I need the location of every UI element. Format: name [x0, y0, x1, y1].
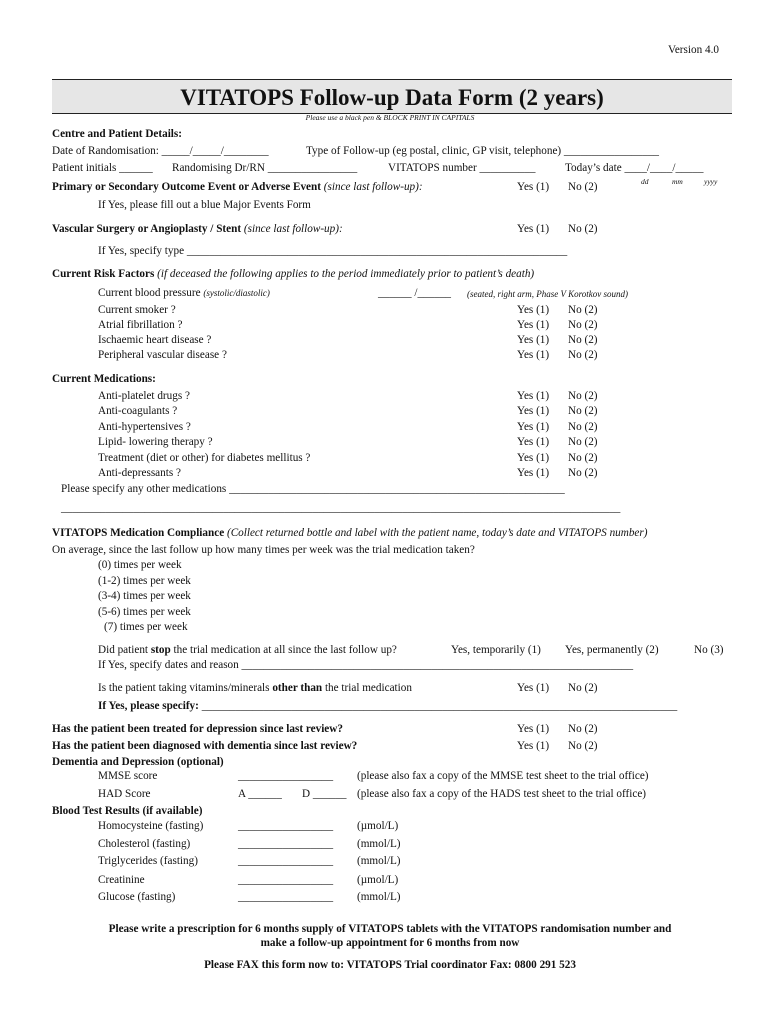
compliance-option-5-6[interactable]: (5-6) times per week — [98, 606, 191, 618]
blood-glucose-field[interactable]: _________________ — [238, 891, 334, 903]
mmse-note: (please also fax a copy of the MMSE test sheet to the trial office) — [357, 770, 649, 782]
blood-homocysteine-field[interactable]: _________________ — [238, 820, 334, 832]
antiplatelet-no-option[interactable]: No (2) — [568, 390, 598, 402]
vitamins-specify-field — [98, 701, 677, 712]
compliance-option-3-4[interactable]: (3-4) times per week — [98, 590, 191, 602]
vascular-label — [52, 224, 343, 235]
version-label: Version 4.0 — [668, 44, 719, 56]
primary-event-text: Primary or Secondary Outcome Event or Adverse Event — [52, 181, 321, 193]
medications-heading: Current Medications: — [52, 373, 156, 385]
smoker-yes-option[interactable]: Yes (1) — [517, 304, 550, 316]
blood-homocysteine-unit: (µmol/L) — [357, 820, 399, 832]
antihypertensives-no-option[interactable]: No (2) — [568, 421, 598, 433]
page-title: VITATOPS Follow-up Data Form (2 years) — [180, 85, 604, 110]
af-yes-option[interactable]: Yes (1) — [517, 319, 550, 331]
vitamins-no-option[interactable]: No (2) — [568, 682, 598, 694]
mmse-field[interactable]: _________________ — [238, 770, 334, 782]
stop-permanently-option[interactable]: Yes, permanently (2) — [565, 644, 659, 656]
risk-item-ihd: Ischaemic heart disease ? — [98, 334, 212, 346]
blood-homocysteine-label: Homocysteine (fasting) — [98, 820, 204, 832]
blood-glucose-unit: (mmol/L) — [357, 891, 401, 903]
smoker-no-option[interactable]: No (2) — [568, 304, 598, 316]
title-banner — [52, 79, 732, 114]
randomising-dr-field[interactable]: Randomising Dr/RN ________________ — [172, 162, 358, 174]
blood-creatinine-field[interactable]: _________________ — [238, 874, 334, 886]
med-item-antidepressants: Anti-depressants ? — [98, 467, 181, 479]
primary-event-note: (since last follow-up): — [323, 181, 423, 193]
subtitle: Please use a black pen & BLOCK PRINT IN CAPITALS — [305, 113, 475, 122]
had-note: (please also fax a copy of the HADS test sheet to the trial office) — [357, 788, 647, 800]
dementia-yes-option[interactable]: Yes (1) — [517, 740, 550, 752]
diabetes-no-option[interactable]: No (2) — [568, 452, 598, 464]
anticoagulants-yes-option[interactable]: Yes (1) — [517, 405, 550, 417]
date-hint-mm: mm — [672, 177, 683, 186]
mmse-label: MMSE score — [98, 770, 158, 782]
blood-cholesterol-field[interactable]: _________________ — [238, 838, 334, 850]
compliance-option-7[interactable]: (7) times per week — [104, 621, 188, 633]
date-randomisation-field[interactable]: Date of Randomisation: _____/_____/________ — [52, 145, 269, 157]
bp-label — [98, 288, 270, 299]
fax-instruction: Please FAX this form now to: VITATOPS Trial coordinator Fax: 0800 291 523 — [204, 959, 576, 971]
blood-triglycerides-unit: (mmol/L) — [357, 855, 401, 867]
primary-event-label — [52, 182, 423, 193]
other-medications-line[interactable]: ____________________________________________________________________________________________________ — [61, 502, 621, 514]
stop-question-bold: stop — [150, 644, 171, 656]
compliance-option-1-2[interactable]: (1-2) times per week — [98, 575, 191, 587]
stop-reason-field[interactable]: If Yes, specify dates and reason ______________________________________________________________________ — [98, 659, 634, 671]
followup-type-field[interactable]: Type of Follow-up (eg postal, clinic, GP visit, telephone) _________________ — [306, 145, 660, 157]
af-no-option[interactable]: No (2) — [568, 319, 598, 331]
antiplatelet-yes-option[interactable]: Yes (1) — [517, 390, 550, 402]
depression-yes-option[interactable]: Yes (1) — [517, 723, 550, 735]
vitamins-specify-label: If Yes, please specify: — [98, 700, 199, 712]
bp-label-text: Current blood pressure — [98, 287, 201, 299]
antidepressants-yes-option[interactable]: Yes (1) — [517, 467, 550, 479]
vitamins-question-bold: other than — [272, 682, 323, 694]
had-a-field[interactable]: A ______ — [238, 788, 282, 800]
stop-temporarily-option[interactable]: Yes, temporarily (1) — [451, 644, 541, 656]
depression-no-option[interactable]: No (2) — [568, 723, 598, 735]
patient-initials-field[interactable]: Patient initials ______ — [52, 162, 153, 174]
blood-creatinine-label: Creatinine — [98, 874, 145, 886]
compliance-heading — [52, 528, 647, 539]
vitamins-specify-line[interactable]: _____________________________________________________________________________________ — [198, 700, 678, 712]
blood-glucose-label: Glucose (fasting) — [98, 891, 176, 903]
prescription-instruction-line2: make a follow-up appointment for 6 months from now — [260, 937, 520, 949]
todays-date-field[interactable]: Today’s date ____/____/_____ — [565, 162, 704, 174]
antidepressants-no-option[interactable]: No (2) — [568, 467, 598, 479]
had-label: HAD Score — [98, 788, 151, 800]
vascular-specify-field[interactable]: If Yes, specify type ____________________________________________________________________ — [98, 245, 568, 257]
primary-yes-option[interactable]: Yes (1) — [517, 181, 550, 193]
med-item-lipid: Lipid- lowering therapy ? — [98, 436, 213, 448]
blood-triglycerides-label: Triglycerides (fasting) — [98, 855, 198, 867]
date-hint-yyyy: yyyy — [704, 177, 718, 186]
bp-note: (seated, right arm, Phase V Korotkov sound) — [467, 289, 628, 299]
blood-heading: Blood Test Results (if available) — [52, 805, 203, 817]
compliance-heading-text: VITATOPS Medication Compliance — [52, 527, 225, 539]
stop-no-option[interactable]: No (3) — [694, 644, 724, 656]
dementia-diagnosed-question: Has the patient been diagnosed with dementia since last review? — [52, 740, 358, 752]
blood-cholesterol-label: Cholesterol (fasting) — [98, 838, 191, 850]
med-item-antiplatelet: Anti-platelet drugs ? — [98, 390, 190, 402]
blood-triglycerides-field[interactable]: _________________ — [238, 855, 334, 867]
vascular-no-option[interactable]: No (2) — [568, 223, 598, 235]
med-item-antihypertensives: Anti-hypertensives ? — [98, 421, 191, 433]
diabetes-yes-option[interactable]: Yes (1) — [517, 452, 550, 464]
risk-heading — [52, 269, 534, 280]
med-item-diabetes: Treatment (diet or other) for diabetes mellitus ? — [98, 452, 311, 464]
lipid-no-option[interactable]: No (2) — [568, 436, 598, 448]
had-d-field[interactable]: D ______ — [302, 788, 347, 800]
compliance-note: (Collect returned bottle and label with the patient name, today’s date and VITATOPS number) — [226, 527, 648, 539]
stop-question-post: the trial medication at all since the last follow up? — [170, 644, 397, 656]
dementia-section-heading: Dementia and Depression (optional) — [52, 756, 224, 768]
vascular-note: (since last follow-up): — [243, 223, 343, 235]
vascular-text: Vascular Surgery or Angioplasty / Stent — [52, 223, 242, 235]
risk-item-smoker: Current smoker ? — [98, 304, 176, 316]
primary-no-option[interactable]: No (2) — [568, 181, 598, 193]
primary-ifyes-text: If Yes, please fill out a blue Major Events Form — [98, 199, 311, 211]
prescription-instruction-line1: Please write a prescription for 6 months supply of VITATOPS tablets with the VITATOPS randomisation number and — [108, 923, 672, 935]
vitamins-question-pre: Is the patient taking vitamins/minerals — [98, 682, 273, 694]
vitamins-question — [98, 683, 412, 694]
centre-heading: Centre and Patient Details: — [52, 128, 182, 140]
blood-creatinine-unit: (µmol/L) — [357, 874, 399, 886]
vitamins-yes-option[interactable]: Yes (1) — [517, 682, 550, 694]
vascular-yes-option[interactable]: Yes (1) — [517, 223, 550, 235]
blood-cholesterol-unit: (mmol/L) — [357, 838, 401, 850]
vitamins-question-post: the trial medication — [322, 682, 412, 694]
ihd-no-option[interactable]: No (2) — [568, 334, 598, 346]
pvd-yes-option[interactable]: Yes (1) — [517, 349, 550, 361]
bp-field[interactable]: ______ /______ — [378, 287, 452, 299]
date-hint-dd: dd — [641, 177, 649, 186]
risk-item-af: Atrial fibrillation ? — [98, 319, 183, 331]
antihypertensives-yes-option[interactable]: Yes (1) — [517, 421, 550, 433]
other-medications-field[interactable]: Please specify any other medications ____________________________________________________________ — [61, 483, 565, 495]
anticoagulants-no-option[interactable]: No (2) — [568, 405, 598, 417]
med-item-anticoagulants: Anti-coagulants ? — [98, 405, 178, 417]
dementia-no-option[interactable]: No (2) — [568, 740, 598, 752]
vitatops-number-field[interactable]: VITATOPS number __________ — [388, 162, 536, 174]
pvd-no-option[interactable]: No (2) — [568, 349, 598, 361]
risk-item-pvd: Peripheral vascular disease ? — [98, 349, 227, 361]
risk-heading-note: (if deceased the following applies to the period immediately prior to patient’s death) — [157, 268, 535, 280]
lipid-yes-option[interactable]: Yes (1) — [517, 436, 550, 448]
stop-question — [98, 645, 397, 656]
depression-treated-question: Has the patient been treated for depression since last review? — [52, 723, 343, 735]
ihd-yes-option[interactable]: Yes (1) — [517, 334, 550, 346]
risk-heading-text: Current Risk Factors — [52, 268, 155, 280]
compliance-question: On average, since the last follow up how many times per week was the trial medication taken? — [52, 544, 475, 556]
stop-question-pre: Did patient — [98, 644, 151, 656]
bp-unit: (systolic/diastolic) — [203, 288, 270, 298]
compliance-option-0[interactable]: (0) times per week — [98, 559, 182, 571]
